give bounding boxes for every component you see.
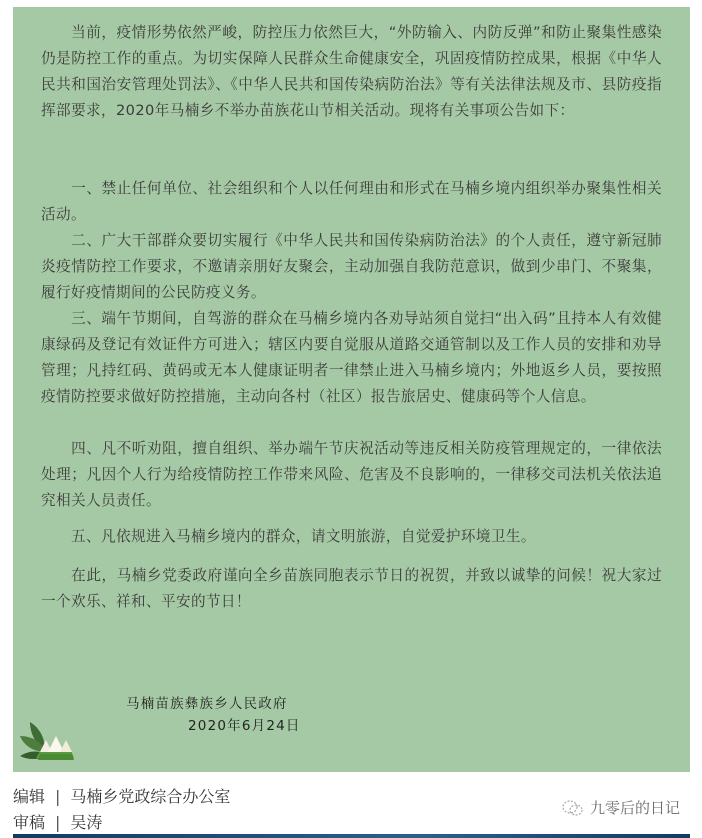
signature-date: 2020年6月24日 [188, 718, 301, 734]
watermark-text: 九零后的日记 [589, 799, 680, 817]
bottom-divider [13, 834, 690, 838]
item-2-paragraph: 二、广大干部群众要切实履行《中华人民共和国传染病防治法》的个人责任，遵守新冠肺炎疫情防控工作要求，不邀请亲朋好友聚会，主动加强自我防范意识，做到少串门、不聚集，履行好疫情期间的公民防疫义务。 [41, 232, 662, 301]
intro-paragraph: 当前，疫情形势依然严峻，防控压力依然巨大，“外防输入、内防反弹”和防止聚集性感染仍是防控工作的重点。为切实保障人民群众生命健康安全，巩固疫情防控成果，根据《中华人民共和国治安管理处罚法》、《中华人民共和国传染病防治法》等有关法律法规及市、县防疫指挥部要求，2020年马楠乡不举办苗族花山节相关活动。现将有关事项公告如下： [41, 24, 662, 119]
reviewer-value: 吴涛 [70, 813, 103, 832]
watermark [562, 797, 680, 818]
editor-label: 编辑 [13, 787, 46, 806]
closing-paragraph: 在此，马楠乡党委政府谨向全乡苗族同胞表示节日的祝贺，并致以诚挚的问候！祝大家过一个欢乐、祥和、平安的节日！ [41, 567, 662, 610]
editor-credit [13, 784, 230, 807]
item-5-paragraph: 五、凡依规进入马楠乡境内的群众，请文明旅游，自觉爱护环境卫生。 [71, 528, 536, 545]
separator: | [55, 813, 61, 832]
reviewer-label: 审稿 [13, 813, 46, 832]
item-4-paragraph: 四、凡不听劝阻，擅自组织、举办端午节庆祝活动等违反相关防疫管理规定的，一律依法处理；凡因个人行为给疫情防控工作带来风险、危害及不良影响的，一律移交司法机关依法追究相关人员责任。 [41, 440, 662, 509]
item-3-paragraph: 三、端午节期间，自驾游的群众在马楠乡境内各劝导站须自觉扫“出入码”且持本人有效健康绿码及登记有效证件方可进入；辖区内要自觉服从道路交通管制以及工作人员的安排和劝导管理；凡持红码、黄码或无本人健康证明者一律禁止进入马楠乡境内；外地返乡人员，要按照疫情防控要求做好防控措施，主动向各村（社区）报告旅居史、健康码等个人信息。 [41, 310, 662, 405]
wechat-icon [562, 799, 584, 817]
item-1-paragraph: 一、禁止任何单位、社会组织和个人以任何理由和形式在马楠乡境内组织举办聚集性相关活动。 [41, 180, 662, 223]
reviewer-credit [13, 810, 102, 833]
editor-value: 马楠乡党政综合办公室 [70, 787, 231, 806]
separator: | [55, 787, 61, 806]
signature-organization: 马楠苗族彝族乡人民政府 [126, 696, 288, 712]
zongzi-icon [16, 718, 78, 766]
